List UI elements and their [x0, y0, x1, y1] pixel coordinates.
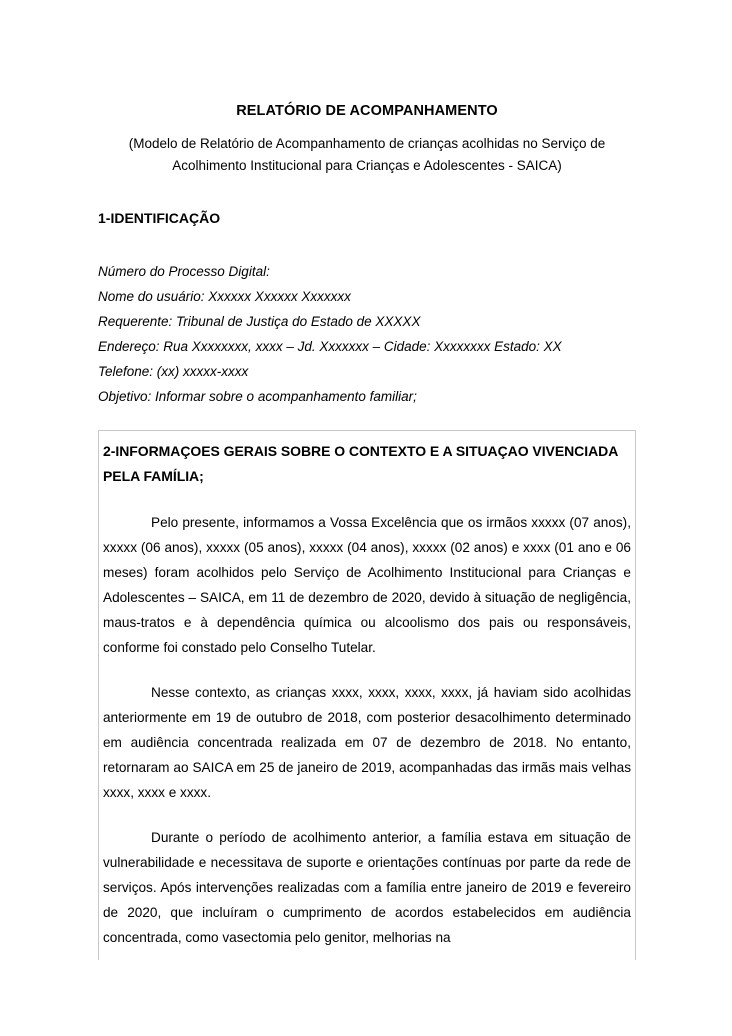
section-2-box — [98, 430, 636, 960]
document-content — [98, 0, 636, 960]
identification-field-address: Endereço: Rua Xxxxxxxx, xxxx – Jd. Xxxxxxx – Cidade: Xxxxxxxx Estado: XX — [98, 338, 562, 354]
page-title: RELATÓRIO DE ACOMPANHAMENTO — [236, 103, 498, 119]
identification-field-objective: Objetivo: Informar sobre o acompanhamento familiar; — [98, 388, 417, 404]
identification-field-list — [98, 228, 636, 409]
identification-field-process-number: Número do Processo Digital: — [98, 264, 270, 280]
section-2-paragraph-2: Nesse contexto, as crianças xxxx, xxxx, xxxx, xxxx, já haviam sido acolhidas anteriormente em 19 de outubro de 2018, com posterior desacolhimento determinado em audiência concentrada realizada em 07 de dezembro de 2018. No entanto, retornaram ao SAICA em 25 de janeiro de 2019, acompanhadas das irmãs mais velhas xxxx, xxxx e xxxx. — [103, 684, 631, 800]
section-2-heading: 2-INFORMAÇOES GERAIS SOBRE O CONTEXTO E A SITUAÇAO VIVENCIADA PELA FAMÍLIA; — [103, 443, 618, 484]
section-2-paragraph-3: Durante o período de acolhimento anterior, a família estava em situação de vulnerabilidade e necessitava de suporte e orientações contínuas por parte da rede de serviços. Após intervenções realizadas com a família entre janeiro de 2019 e fevereiro de 2020, que incluíram o cumprimento de acordos estabelecidos em audiência concentrada, como vasectomia pelo genitor, melhorias na — [103, 829, 631, 945]
identification-field-requester: Requerente: Tribunal de Justiça do Estado de XXXXX — [98, 314, 421, 330]
section-1-heading: 1-IDENTIFICAÇÃO — [98, 209, 221, 226]
section-2-paragraph-1: Pelo presente, informamos a Vossa Excelência que os irmãos xxxxx (07 anos), xxxxx (06 anos), xxxxx (05 anos), xxxxx (04 anos), xxxxx (02 anos) e xxxx (01 ano e 06 meses) foram acolhidos pelo Serviço de Acolhimento Institucional para Crianças e Adolescentes – SAICA, em 11 de dezembro de 2020, devido à situação de negligência, maus-tratos e à dependência química ou alcoolismo dos pais ou responsáveis, conforme foi constado pelo Conselho Tutelar. — [103, 514, 631, 655]
document-subtitle: (Modelo de Relatório de Acompanhamento de crianças acolhidas no Serviço de Acolhimento Institucional para Crianças e Adolescentes - SAICA) — [128, 136, 606, 173]
identification-field-user-name: Nome do usuário: Xxxxxx Xxxxxx Xxxxxxx — [98, 289, 351, 305]
identification-field-phone: Telefone: (xx) xxxxx-xxxx — [98, 363, 249, 379]
